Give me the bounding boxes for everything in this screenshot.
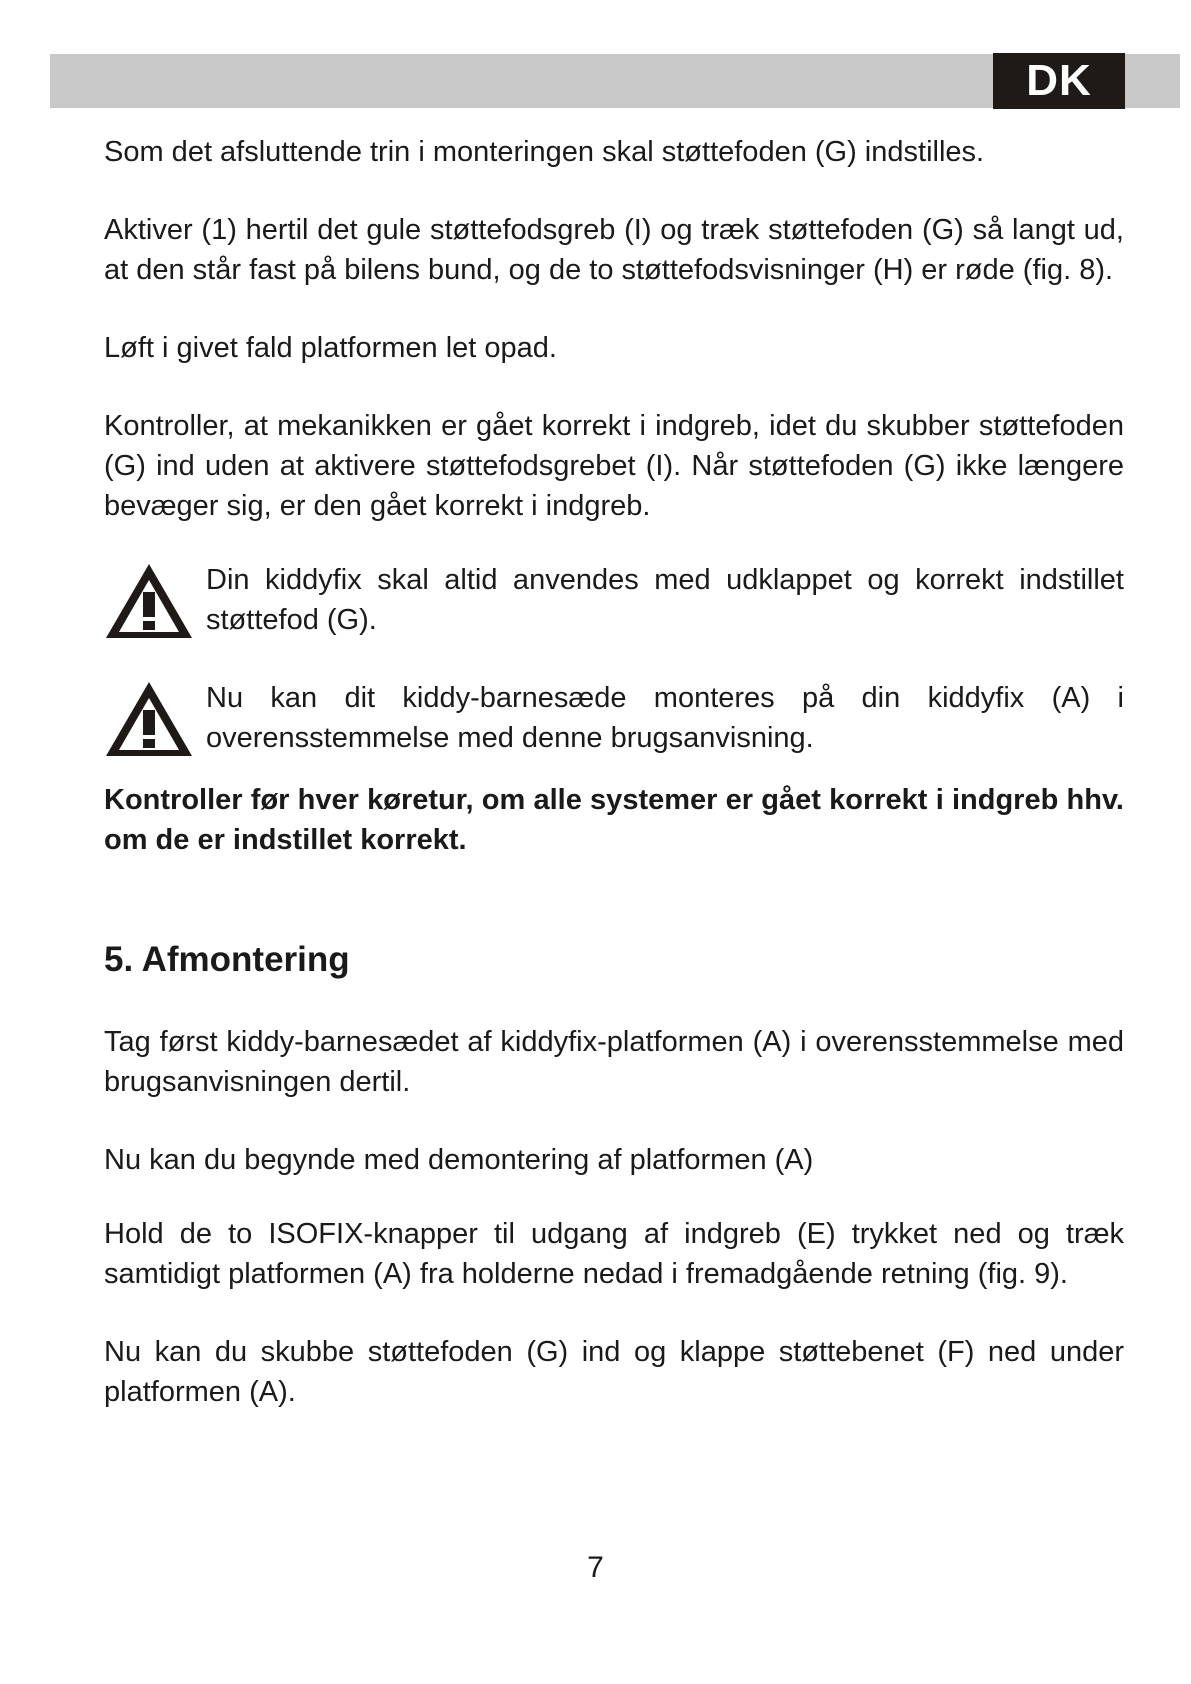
warning-icon [104, 562, 194, 642]
warning-icon [104, 680, 194, 760]
warning-block [104, 560, 1124, 642]
bold-safety-note: Kontroller før hver køretur, om alle systemer er gået korrekt i indgreb hhv. om de er indstillet korrekt. [104, 784, 1124, 856]
section-paragraph: Hold de to ISOFIX-knapper til udgang af indgreb (E) trykket ned og træk samtidigt platformen (A) fra holderne nedad i fremadgående retning (fig. 9). [104, 1218, 1124, 1290]
section-title: 5. Afmontering [104, 940, 350, 979]
paragraph-check-mechanism: Kontroller, at mekanikken er gået korrekt i indgreb, idet du skubber støttefoden (G) ind uden at aktivere støttefodsgrebet (I). Når støttefoden (G) ikke længere bevæger sig, er den gået korrekt i indgreb. [104, 410, 1124, 522]
section-paragraph: Nu kan du skubbe støttefoden (G) ind og klappe støttebenet (F) ned under platformen (A). [104, 1336, 1124, 1408]
warning-text: Din kiddyfix skal altid anvendes med udklappet og korrekt indstillet støttefod (G). [206, 564, 1124, 636]
warning-block [104, 678, 1124, 760]
paragraph-activate-support-leg: Aktiver (1) hertil det gule støttefodsgreb (I) og træk støttefoden (G) så langt ud, at den står fast på bilens bund, og de to støttefodsvisninger (H) er røde (fig. 8). [104, 214, 1124, 286]
page-content [104, 132, 1124, 1412]
section-paragraph: Nu kan du begynde med demontering af platformen (A) [104, 1144, 814, 1176]
paragraph-lift-platform: Løft i givet fald platformen let opad. [104, 332, 557, 364]
page-number: 7 [587, 1551, 604, 1584]
language-badge: DK [993, 53, 1125, 109]
paragraph-final-step: Som det afsluttende trin i monteringen skal støttefoden (G) indstilles. [104, 136, 985, 168]
section-paragraph: Tag først kiddy-barnesædet af kiddyfix-platformen (A) i overensstemmelse med brugsanvisningen dertil. [104, 1026, 1124, 1098]
warning-text: Nu kan dit kiddy-barnesæde monteres på din kiddyfix (A) i overensstemmelse med denne brugsanvisning. [206, 682, 1124, 754]
